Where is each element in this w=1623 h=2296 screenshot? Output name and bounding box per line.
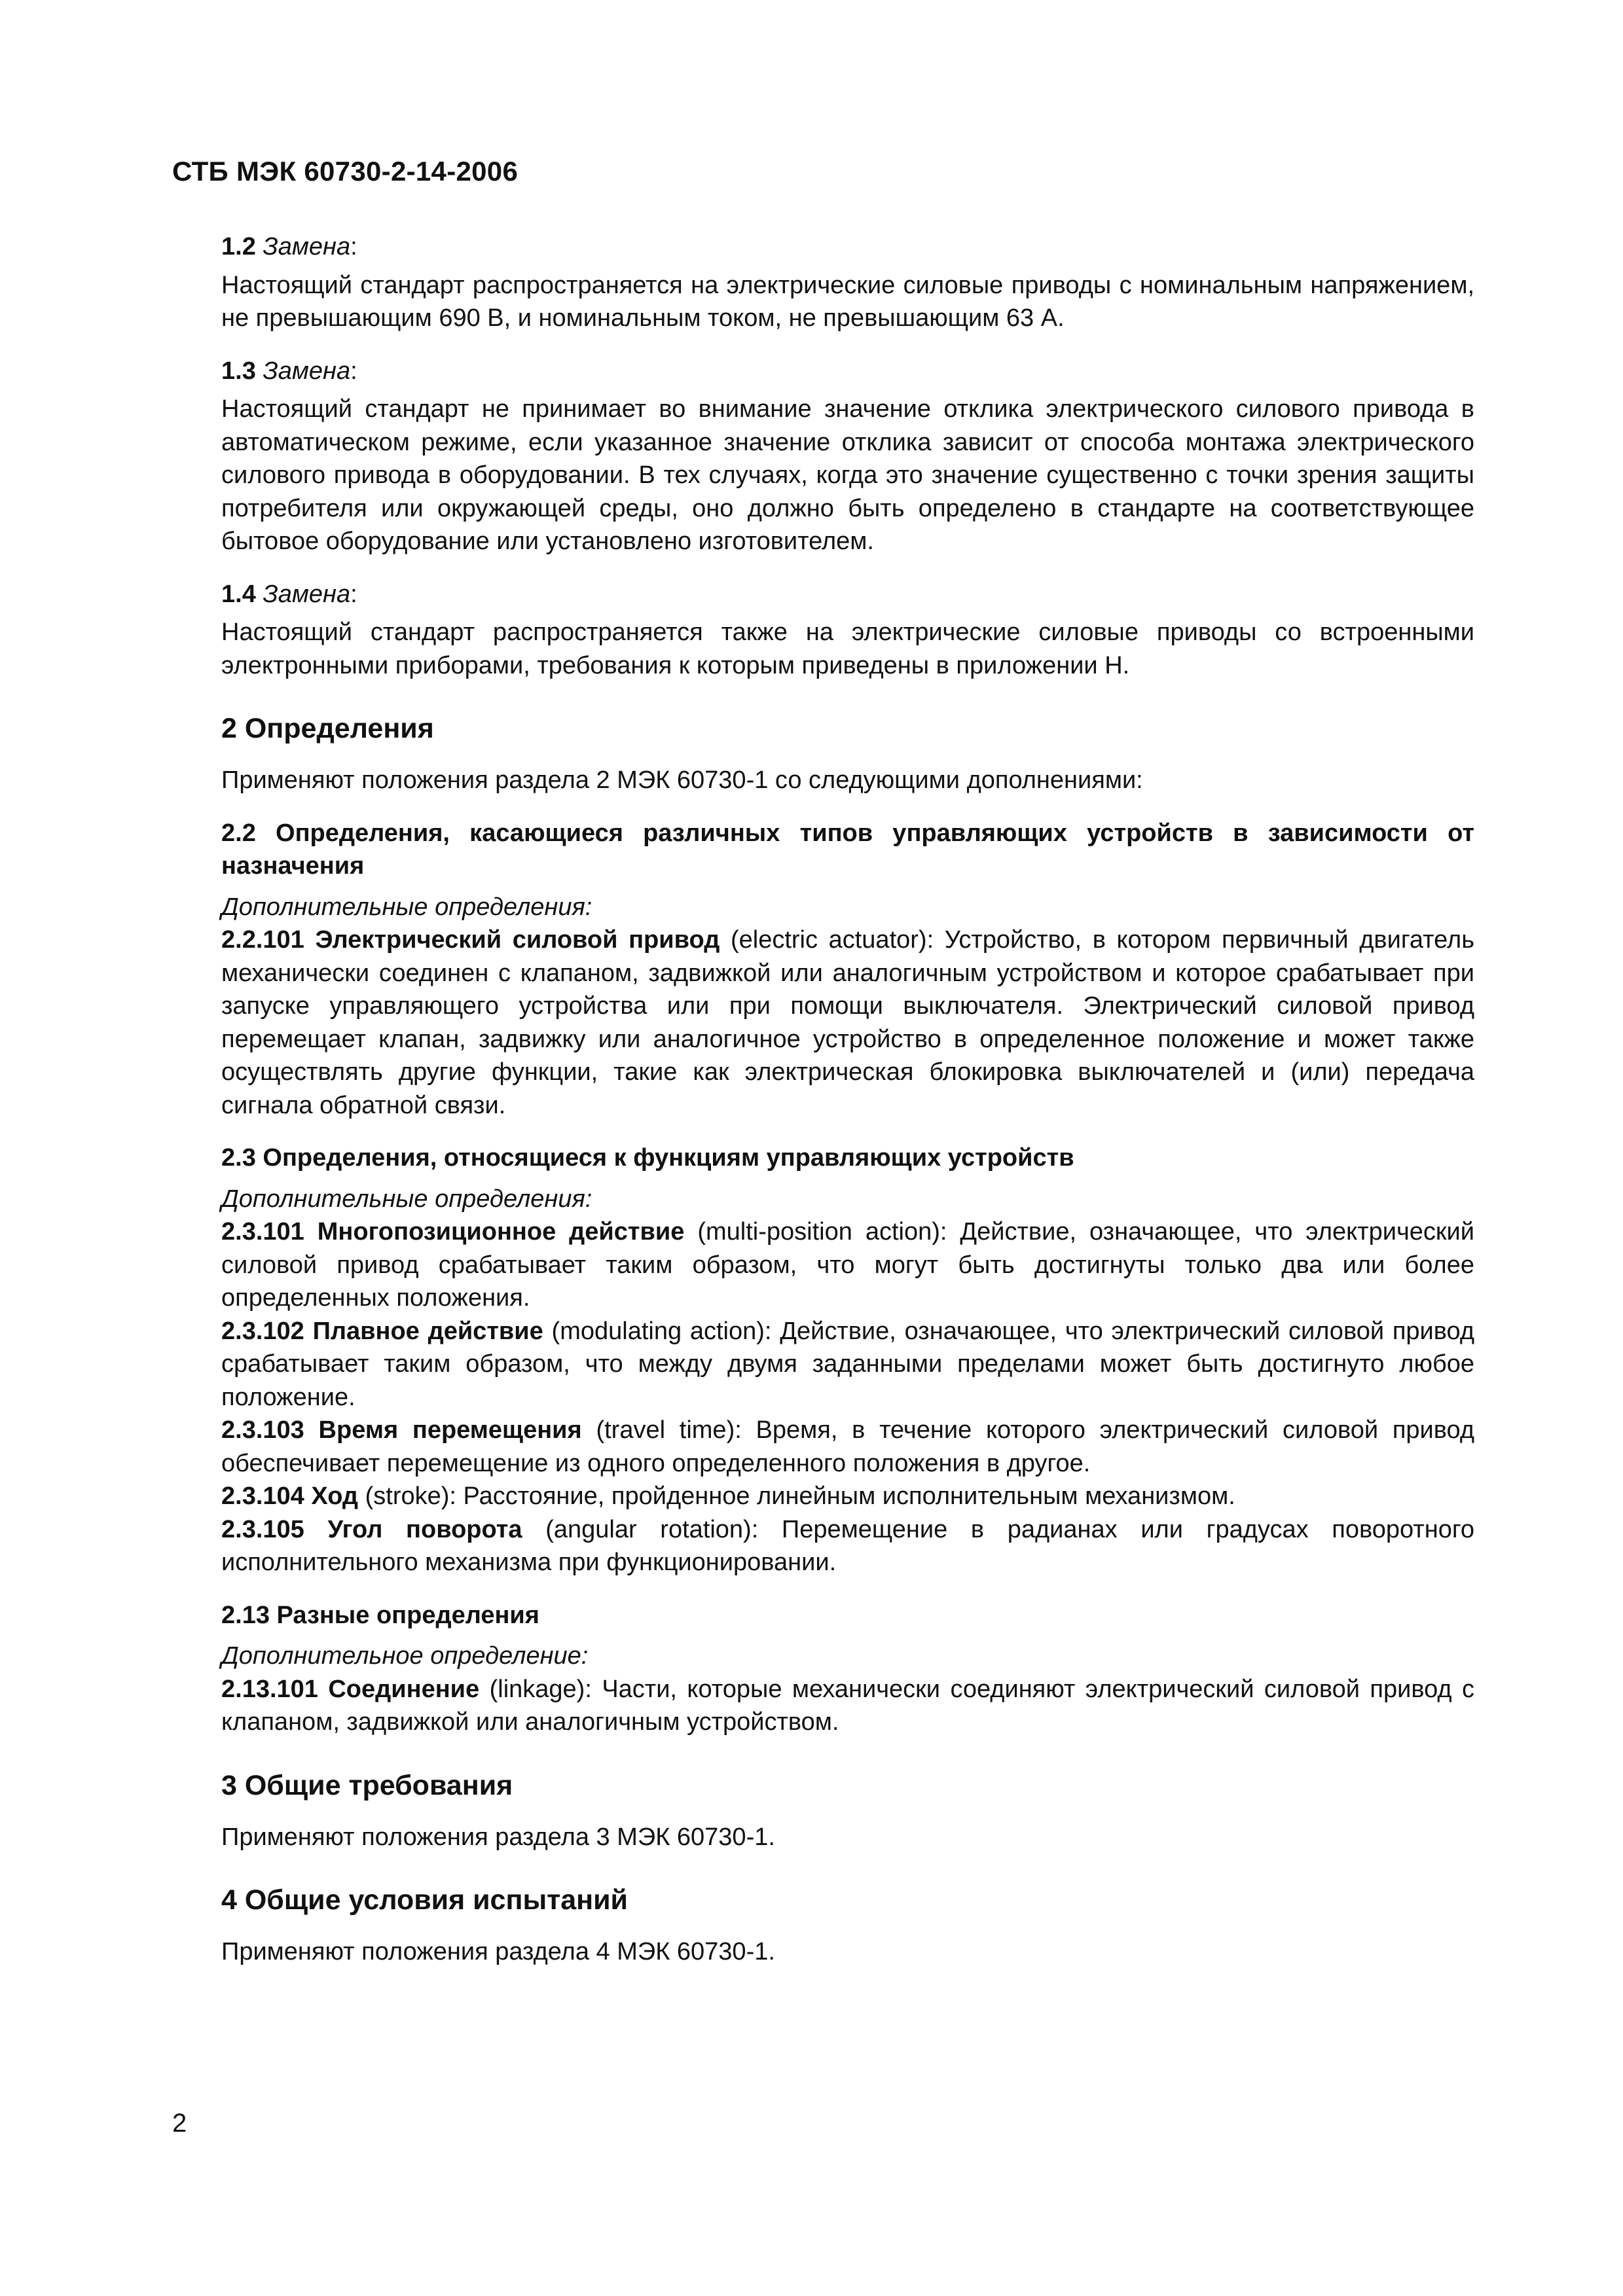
page-content [221,230,1474,1969]
intro-text: Дополнительное определение [221,1642,581,1670]
definition-term: Плавное действие [312,1317,543,1345]
section-4-text: Применяют положения раздела 4 МЭК 60730-1. [221,1938,775,1965]
definition-2-3-102 [221,1315,1474,1414]
document-code-header: СТБ МЭК 60730-2-14-2006 [172,156,519,187]
definition-number: 2.3.104 [221,1482,304,1510]
definition-number: 2.13.101 [221,1675,318,1703]
clause-label: Замена [263,233,351,260]
clause-1-2-text: Настоящий стандарт распространяется на электрические силовые приводы с номинальным напряжением, не превышающим 690 В, и номинальным током, не превышающим 63 А. [221,271,1474,332]
clause-number: 1.2 [221,233,256,260]
definition-2-3-103 [221,1414,1474,1480]
definition-term: Угол поворота [327,1515,522,1543]
subsection-2-13-title: 2.13 Разные определения [221,1601,539,1629]
definition-text: (electric actuator): Устройство, в котором первичный двигатель механически соединен с клапаном, задвижкой или аналогичным устройством и которое срабатывает при запуске управляющего устройства или при помощи выключателя. Электрический силовой привод перемещает клапан, задвижку или аналогичное устройство в определенное положение и может также осуществлять другие функции, такие как электрическая блокировка выключателей и (или) передача сигнала обратной связи. [221,926,1474,1119]
subsection-2-13-intro: Дополнительное определение: [221,1642,589,1670]
definition-term: Электрический силовой привод [315,926,720,954]
definition-2-2-101 [221,924,1474,1122]
section-3-text: Применяют положения раздела 3 МЭК 60730-1. [221,1823,775,1851]
definition-term: Соединение [328,1675,480,1703]
definition-text: (stroke): Расстояние, пройденное линейным исполнительным механизмом. [358,1482,1235,1510]
definition-number: 2.3.102 [221,1317,304,1345]
subsection-2-2-title: 2.2 Определения, касающиеся различных типов управляющих устройств в зависимости от назначения [221,819,1474,880]
clause-1-4-label: 1.4 Замена: [221,580,357,608]
subsection-2-3-title: 2.3 Определения, относящиеся к функциям управляющих устройств [221,1144,1074,1172]
definition-number: 2.2.101 [221,926,304,954]
definition-number: 2.3.101 [221,1218,304,1246]
subsection-2-3-intro: Дополнительные определения: [221,1185,593,1213]
clause-1-2-label: 1.2 Замена: [221,233,357,260]
section-4-title: 4 Общие условия испытаний [221,1884,628,1916]
clause-number: 1.4 [221,580,256,608]
page-number: 2 [172,2109,187,2138]
clause-1-4-text: Настоящий стандарт распространяется также на электрические силовые приводы со встроенными электронными приборами, требования к которым приведены в приложении Н. [221,619,1474,679]
definition-2-3-101 [221,1215,1474,1315]
definition-2-13-101 [221,1673,1474,1739]
definition-term: Многопозиционное действие [317,1218,685,1246]
clause-label: Замена [263,357,351,385]
definition-text: (travel time): Время, в течение которого электрический силовой привод обеспечивает перемещение из одного определенного положения в другое. [221,1416,1475,1477]
definition-term: Ход [311,1482,359,1510]
section-3-title: 3 Общие требования [221,1769,513,1801]
definition-text: (angular rotation): Перемещение в радианах или градусах поворотного исполнительного механизма при функционировании. [221,1515,1475,1576]
subsection-2-2-intro: Дополнительные определения: [221,893,593,921]
intro-text: Дополнительные определения [221,893,585,921]
definition-text: (multi-position action): Действие, означающее, что электрический силовой привод срабатывает таким образом, что могут быть достигнуты только два или более определенных положения. [221,1218,1474,1312]
clause-1-3-text: Настоящий стандарт не принимает во внимание значение отклика электрического силового привода в автоматическом режиме, если указанное значение отклика зависит от способа монтажа электрического силового привода в оборудовании. В тех случаях, когда это значение существенно с точки зрения защиты потребителя или окружающей среды, оно должно быть определено в стандарте на соответствующее бытовое оборудование или установлено изготовителем. [221,395,1474,555]
definition-text: (linkage): Части, которые механически соединяют электрический силовой привод с клапаном, задвижкой или аналогичным устройством. [221,1675,1474,1736]
clause-number: 1.3 [221,357,256,385]
clause-label: Замена [263,580,351,608]
definition-number: 2.3.103 [221,1416,304,1444]
section-2-title: 2 Определения [221,713,434,744]
definition-2-3-104 [221,1480,1474,1513]
definition-text: (modulating action): Действие, означающее, что электрический силовой привод срабатывает таким образом, что между двумя заданными пределами может быть достигнуто любое положение. [221,1317,1474,1411]
section-2-intro: Применяют положения раздела 2 МЭК 60730-1 со следующими дополнениями: [221,766,1143,794]
definition-2-3-105 [221,1513,1474,1579]
definition-term: Время перемещения [318,1416,582,1444]
clause-1-3-label: 1.3 Замена: [221,357,357,385]
definition-number: 2.3.105 [221,1515,304,1543]
